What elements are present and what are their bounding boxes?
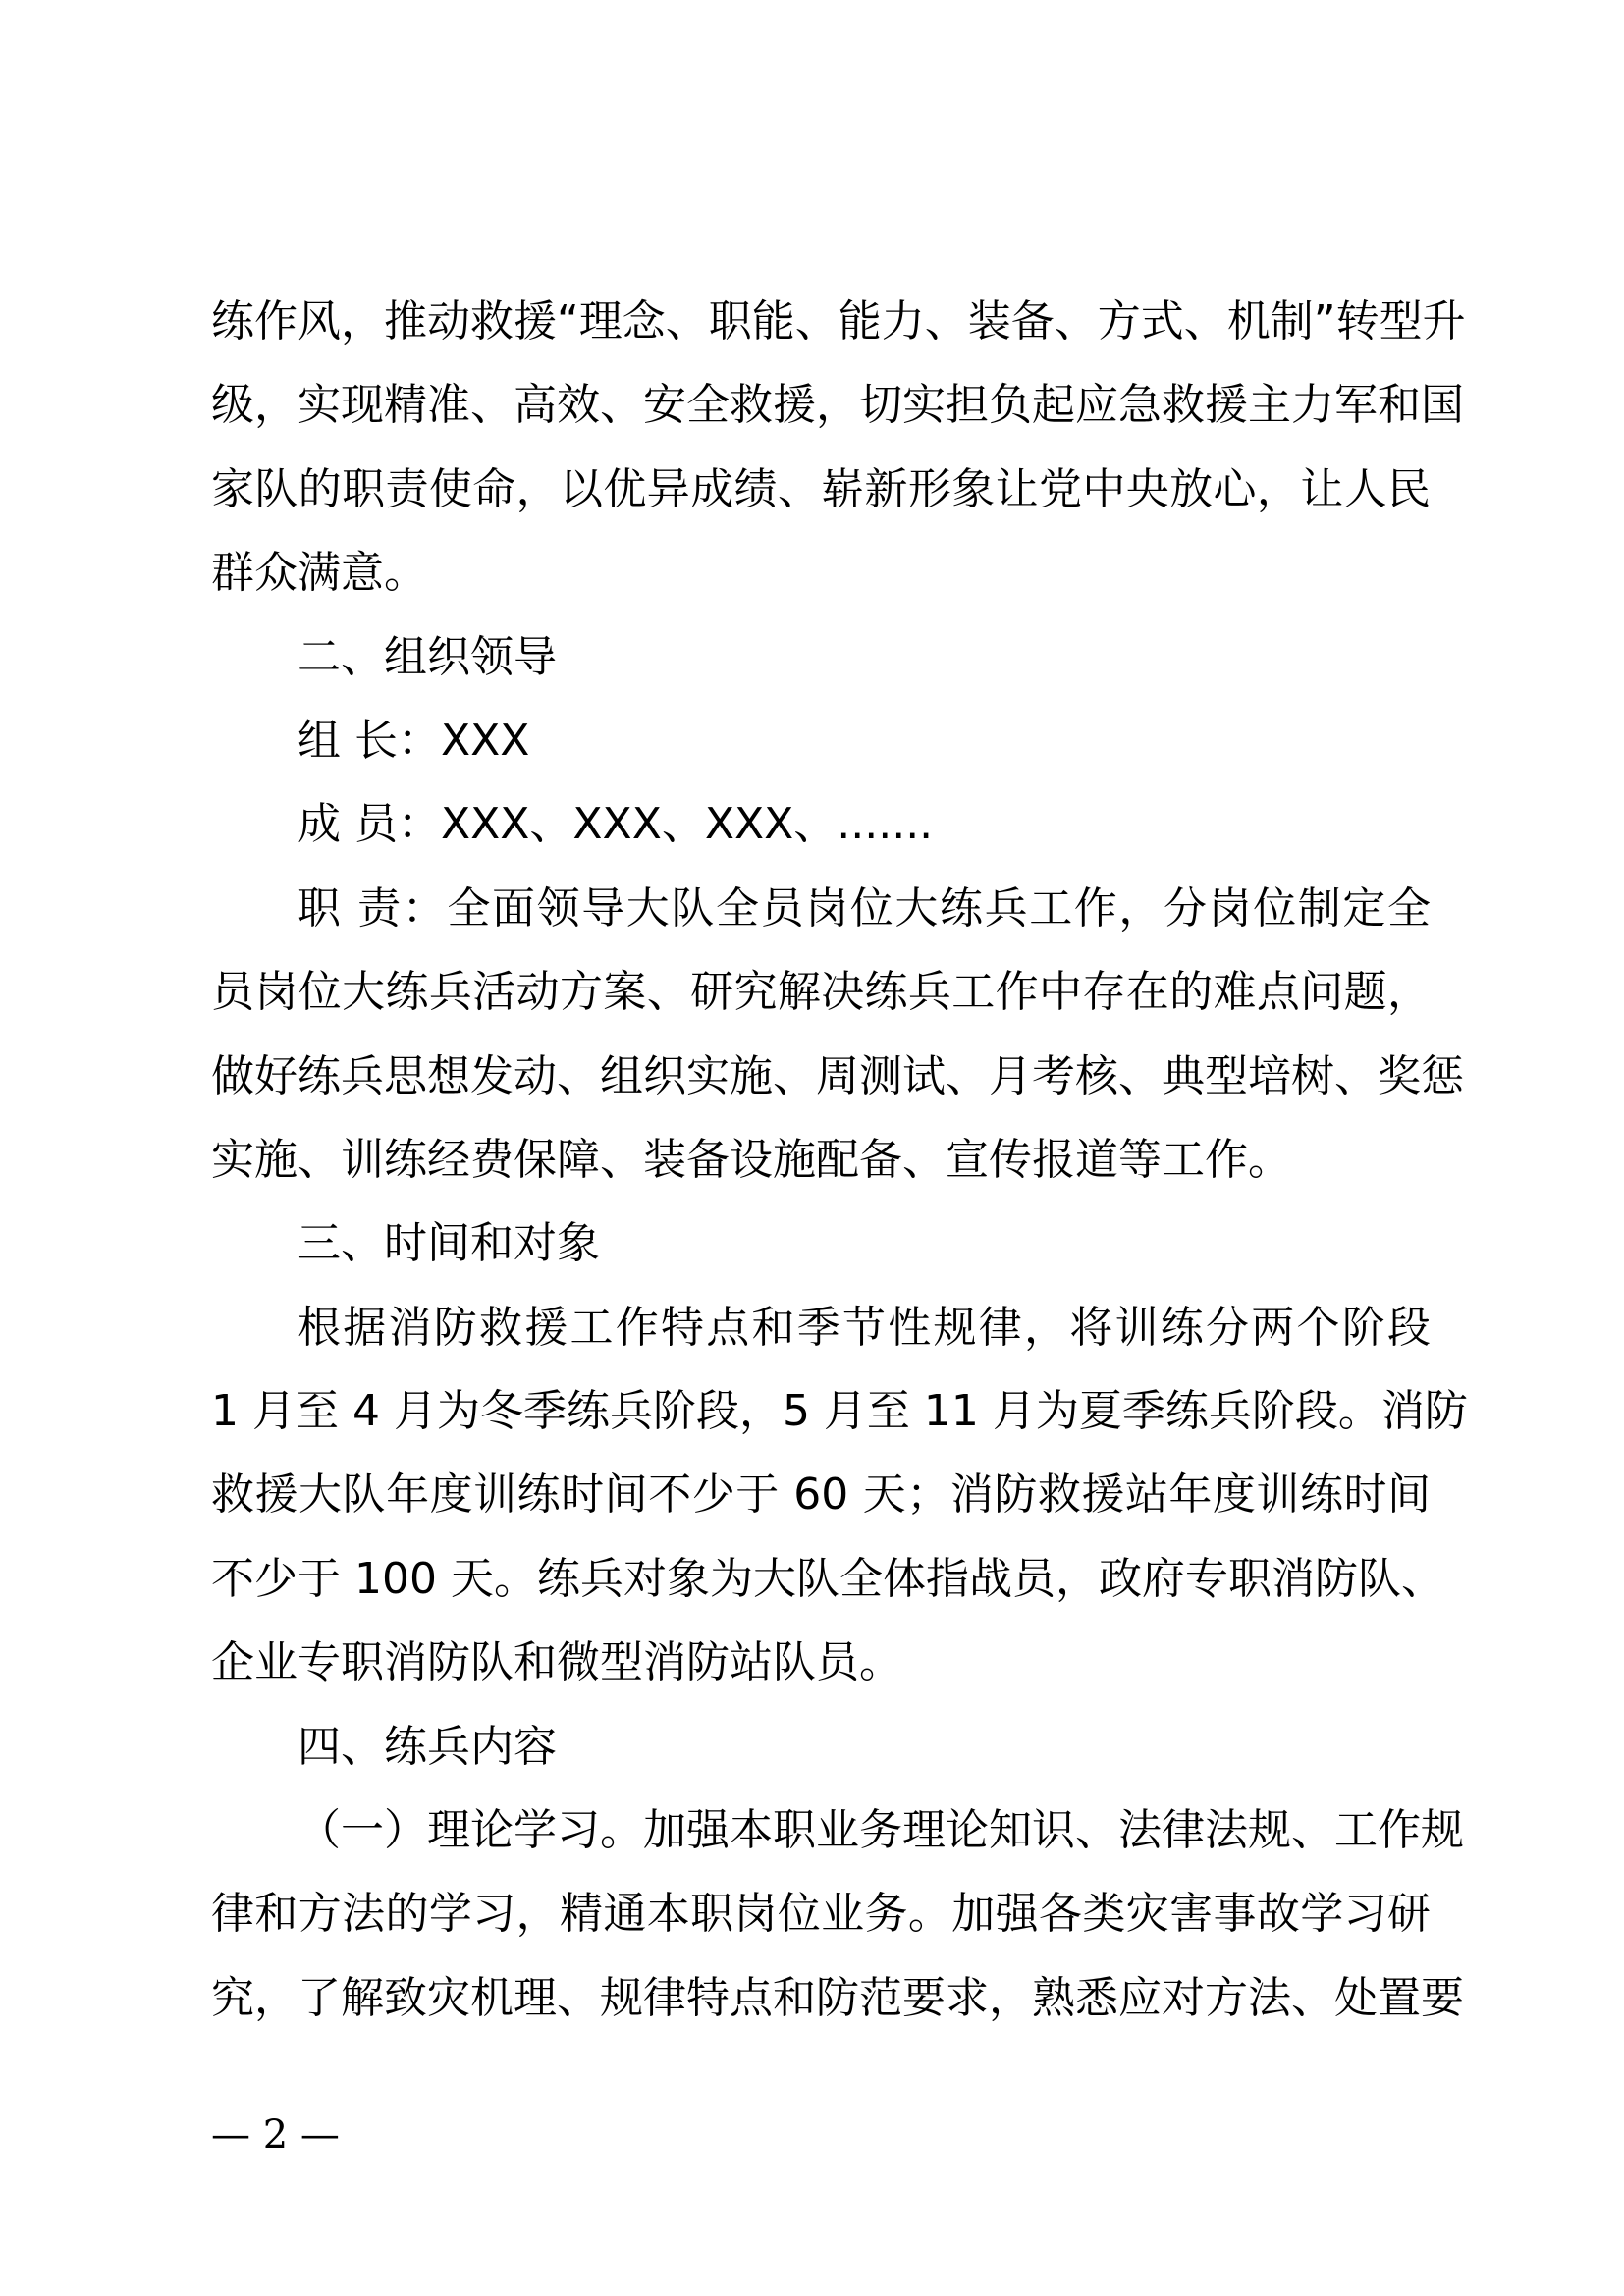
text-line: （一）理论学习。加强本职业务理论知识、法律法规、工作规: [298, 1805, 1464, 1856]
text-line: 实施、训练经费保障、装备设施配备、宣传报道等工作。: [211, 1134, 1291, 1185]
text-line: 练作风，推动救援“理念、职能、能力、装备、方式、机制”转型升: [211, 296, 1466, 347]
text-line: 根据消防救援工作特点和季节性规律，将训练分两个阶段: [298, 1302, 1431, 1353]
text-line: 救援大队年度训练时间不少于 60 天；消防救援站年度训练时间: [211, 1469, 1431, 1521]
text-line: 律和方法的学习，精通本职岗位业务。加强各类灾害事故学习研: [211, 1889, 1431, 1940]
text-line: 三、时间和对象: [298, 1218, 600, 1269]
page-number: — 2 —: [211, 2112, 340, 2158]
text-line: 不少于 100 天。练兵对象为大队全体指战员，政府专职消防队、: [211, 1553, 1444, 1604]
text-line: 究，了解致灾机理、规律特点和防范要求，熟悉应对方法、处置要: [211, 1972, 1464, 2023]
text-line: 家队的职责使命，以优异成绩、崭新形象让党中央放心，让人民: [211, 463, 1431, 514]
text-line: 四、练兵内容: [298, 1721, 557, 1772]
text-line: 成 员：XXX、XXX、XXX、.......: [298, 799, 934, 850]
text-line: 群众满意。: [211, 548, 427, 599]
text-line: 二、组织领导: [298, 631, 557, 682]
text-line: 职 责：全面领导大队全员岗位大练兵工作，分岗位制定全: [298, 882, 1431, 934]
text-line: 1 月至 4 月为冬季练兵阶段，5 月至 11 月为夏季练兵阶段。消防: [211, 1386, 1468, 1437]
text-line: 级，实现精准、高效、安全救援，切实担负起应急救援主力军和国: [211, 380, 1464, 431]
text-line: 组 长：XXX: [298, 715, 530, 766]
document-body: [211, 280, 1468, 2040]
text-line: 员岗位大练兵活动方案、研究解决练兵工作中存在的难点问题，: [211, 967, 1431, 1018]
text-line: 做好练兵思想发动、组织实施、周测试、月考核、典型培树、奖惩: [211, 1050, 1464, 1101]
text-line: 企业专职消防队和微型消防站队员。: [211, 1637, 902, 1688]
